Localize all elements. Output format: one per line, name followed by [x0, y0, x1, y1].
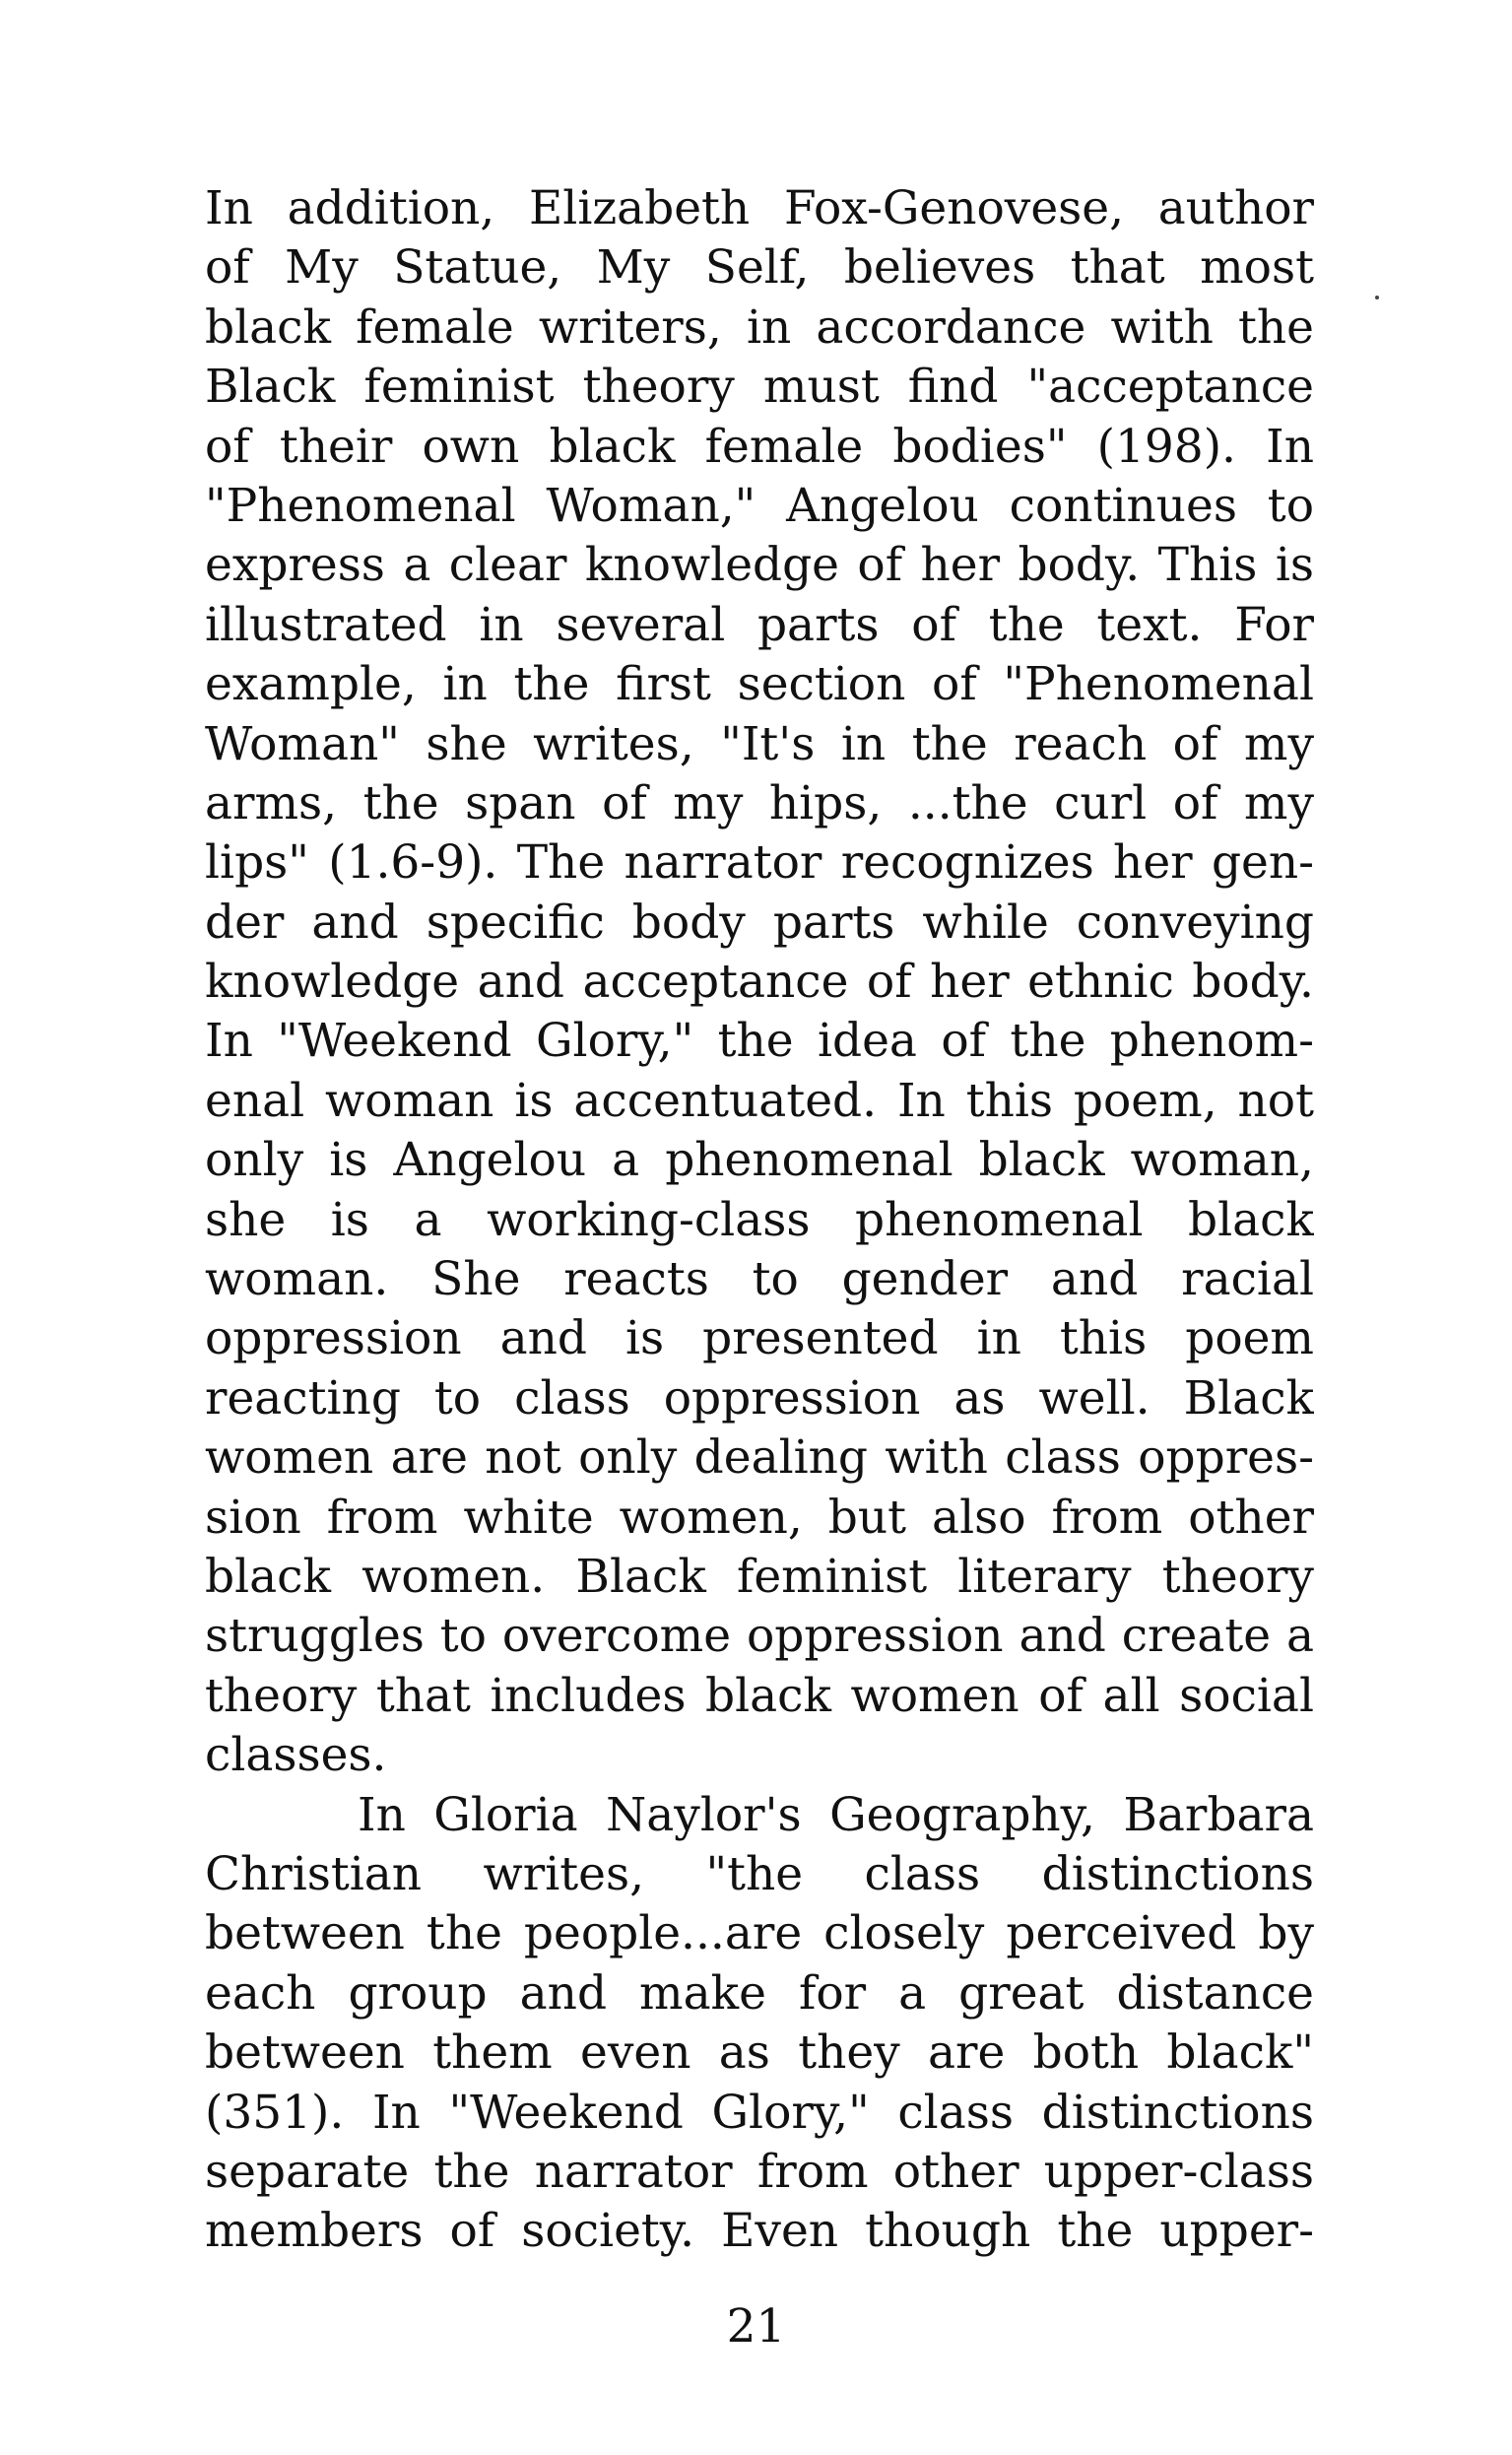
text-line: members of society. Even though the upper-	[205, 2204, 1314, 2259]
text-line: reacting to class oppression as well. Black	[205, 1370, 1314, 1426]
text-line: lips" (1.6-9). The narrator recognizes her gen-	[205, 835, 1314, 891]
text-line: In addition, Elizabeth Fox-Genovese, author	[205, 181, 1314, 235]
text-line: sion from white women, but also from other	[205, 1490, 1314, 1545]
text-line: Christian writes, "the class distinctions	[205, 1846, 1314, 1901]
body-text	[205, 179, 1314, 2262]
text-line: In "Weekend Glory," the idea of the phenom-	[205, 1014, 1314, 1069]
scan-speck	[1375, 296, 1379, 299]
text-line: each group and make for a great distance	[205, 1965, 1314, 2021]
text-line: of My Statue, My Self, believes that most	[205, 240, 1314, 296]
text-line: arms, the span of my hips, ...the curl of my	[205, 775, 1314, 830]
text-line: oppression and is presented in this poem	[205, 1311, 1314, 1366]
text-line: between them even as they are both black"	[205, 2025, 1314, 2081]
text-line: In Gloria Naylor's Geography, Barbara	[358, 1787, 1314, 1842]
text-line: struggles to overcome oppression and create a	[205, 1609, 1314, 1664]
text-line: Black feminist theory must find "acceptance	[205, 360, 1314, 415]
text-line: "Phenomenal Woman," Angelou continues to	[205, 478, 1314, 533]
text-line: illustrated in several parts of the text. For	[205, 597, 1314, 652]
text-line: of their own black female bodies" (198). In	[205, 419, 1314, 474]
text-line: only is Angelou a phenomenal black woman,	[205, 1133, 1314, 1188]
text-line: black female writers, in accordance with the	[205, 299, 1314, 355]
text-line: woman. She reacts to gender and racial	[205, 1252, 1314, 1307]
text-line: knowledge and acceptance of her ethnic body.	[205, 955, 1314, 1010]
text-line: women are not only dealing with class oppres-	[205, 1430, 1314, 1486]
page-number: 21	[726, 2299, 786, 2354]
text-line: enal woman is accentuated. In this poem, not	[205, 1073, 1314, 1128]
text-line: express a clear knowledge of her body. This is	[205, 538, 1314, 593]
text-line: example, in the first section of "Phenomenal	[205, 657, 1314, 712]
text-line: separate the narrator from other upper-class	[205, 2144, 1314, 2199]
text-line: between the people...are closely perceived by	[205, 1906, 1314, 1961]
text-line: she is a working-class phenomenal black	[205, 1192, 1314, 1247]
text-line: theory that includes black women of all social	[205, 1668, 1314, 1723]
text-line: der and specific body parts while conveying	[205, 895, 1314, 950]
text-line: Woman" she writes, "It's in the reach of my	[205, 716, 1314, 771]
text-line: (351). In "Weekend Glory," class distinctions	[205, 2085, 1314, 2140]
text-line: black women. Black feminist literary theory	[205, 1549, 1314, 1604]
text-line: classes.	[205, 1728, 387, 1783]
